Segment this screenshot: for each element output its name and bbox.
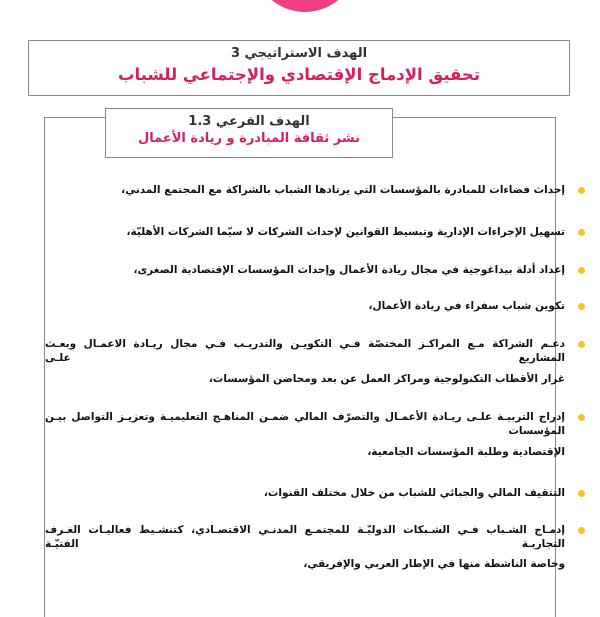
list-item: إحداث فضاءات للمبادرة بالمؤسسات التي يرتادها الشباب بالشراكة مع المجتمع المدني، [121, 184, 565, 196]
strategic-goal-title: تحقيق الإدماج الإقتصادي والإجتماعي للشباب [117, 65, 481, 84]
bullet-icon [578, 187, 585, 194]
list-item: إدمـاج الشـباب فـي الشـبكات الدوليّـة للمجتمـع المدنـي الاقتصـادي، كتنشـيط فعاليـات الغـرف التجاريـة الفتيّـة [45, 524, 565, 550]
bullet-icon [578, 303, 585, 310]
bullet-icon [578, 414, 585, 421]
list-item-continuation: غرار الأقطاب التكنولوجية ومراكز العمل عن بعد ومحاضن المؤسسات، [208, 373, 565, 385]
bullet-icon [578, 341, 585, 348]
bullet-icon [578, 527, 585, 534]
sub-goal-label: الهدف الفرعي 1.3 [188, 114, 310, 129]
list-item: تسهيل الإجراءات الإدارية وتبسيط القوانين لإحداث الشركات لا سيّما الشركات الأهليّة، [126, 226, 565, 238]
bullet-icon [578, 490, 585, 497]
list-item: إدراج التربيـة علـى ريـادة الأعمـال والتصرّف المالي ضمـن المناهـج التعليميـة وتعزيـز التواصل بيـن المؤسسات [45, 411, 565, 437]
list-item-continuation: الإقتصادية وطلبة المؤسسات الجامعية، [367, 446, 565, 458]
bullet-icon [578, 267, 585, 274]
list-item: إعداد أدلة بيداغوجية في مجال ريادة الأعمال وإحداث المؤسسات الإقتصادية الصغرى، [133, 264, 565, 276]
sub-goal-title: نشر ثقافة المبادرة و ريادة الأعمال [138, 131, 360, 146]
list-item: دعـم الشراكة مـع المراكـز المختصّة فـي التكويـن والتدريـب فـي مجال ريـادة الاعمـال وبعـث المشاريع علـى [45, 338, 565, 364]
objectives-list [40, 0, 585, 600]
bullet-icon [578, 229, 585, 236]
strategic-goal-label: الهدف الاستراتيجي 3 [230, 46, 368, 61]
list-item: تكوين شباب سفراء في ريادة الأعمال، [368, 300, 565, 312]
list-item: التثقيف المالي والجبائي للشباب من خلال مختلف القنوات، [263, 487, 565, 499]
list-item-continuation: وخاصة الناشطة منها في الإطار العربي والإفريقي، [303, 558, 565, 570]
